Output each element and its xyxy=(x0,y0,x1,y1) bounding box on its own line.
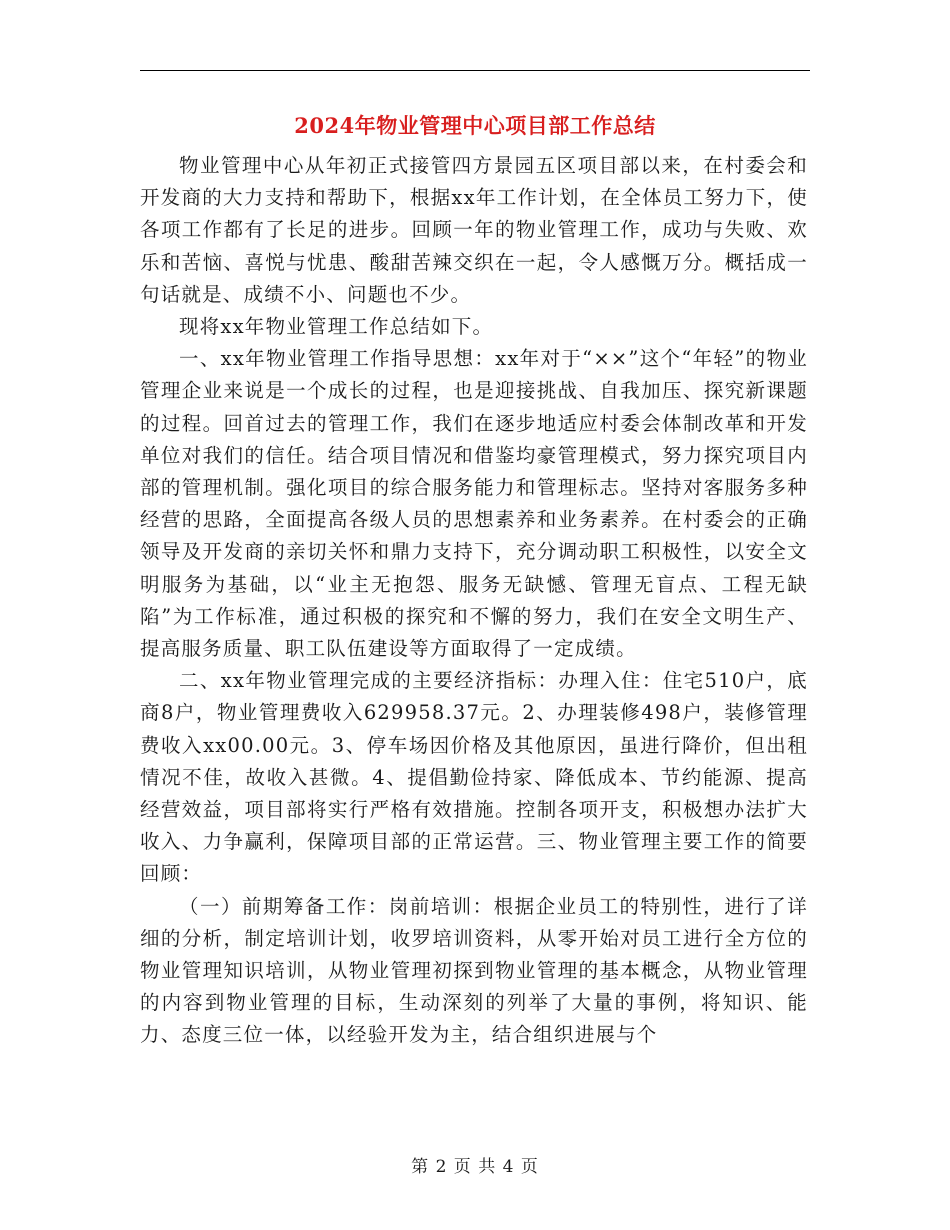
paragraph-guiding-ideas: 一、xx年物业管理工作指导思想：xx年对于“××”这个“年轻”的物业管理企业来说是一个成长的过程，也是迎接挑战、自我加压、探究新课题的过程。回首过去的管理工作，我们在逐步地适应村委会体制改革和开发单位对我们的信任。结合项目情况和借鉴均豪管理模式，努力探究项目内部的管理机制。强化项目的综合服务能力和管理标志。坚持对客服务多种经营的思路，全面提高各级人员的思想素养和业务素养。在村委会的正确领导及开发商的亲切关怀和鼎力支持下，充分调动职工积极性，以安全文明服务为基础，以“业主无抱怨、服务无缺憾、管理无盲点、工程无缺陷”为工作标准，通过积极的探究和不懈的努力，我们在安全文明生产、提高服务质量、职工队伍建设等方面取得了一定成绩。 xyxy=(140,347,808,661)
document-title: 2024年物业管理中心项目部工作总结 xyxy=(294,113,656,138)
page-footer xyxy=(0,1152,950,1177)
page-number-label: 第 2 页 共 4 页 xyxy=(411,1157,539,1177)
header-rule xyxy=(140,70,810,71)
paragraph-preparation-work: （一）前期筹备工作：岗前培训：根据企业员工的特别性，进行了详细的分析，制定培训计划，收罗培训资料，从零开始对员工进行全方位的物业管理知识培训，从物业管理初探到物业管理的基本概念，从物业管理的内容到物业管理的目标，生动深刻的列举了大量的事例，将知识、能力、态度三位一体，以经验开发为主，结合组织进展与个 xyxy=(140,894,808,1047)
document-body xyxy=(140,150,808,1052)
paragraph-economic-indicators: 二、xx年物业管理完成的主要经济指标：办理入住：住宅510户，底商8户，物业管理费收入629958.37元。2、办理装修498户，装修管理费收入xx00.00元。3、停车场因价格及其他原因，虽进行降价，但出租情况不佳，故收入甚微。4、提倡勤俭持家、降低成本、节约能源、提高经营效益，项目部将实行严格有效措施。控制各项开支，积极想办法扩大收入、力争赢利，保障项目部的正常运营。三、物业管理主要工作的简要回顾： xyxy=(140,669,808,886)
paragraph-summary-lead: 现将xx年物业管理工作总结如下。 xyxy=(179,315,494,339)
paragraph-intro: 物业管理中心从年初正式接管四方景园五区项目部以来，在村委会和开发商的大力支持和帮助下，根据xx年工作计划，在全体员工努力下，使各项工作都有了长足的进步。回顾一年的物业管理工作，成功与失败、欢乐和苦恼、喜悦与忧患、酸甜苦辣交织在一起，令人感慨万分。概括成一句话就是、成绩不小、问题也不少。 xyxy=(140,154,808,306)
